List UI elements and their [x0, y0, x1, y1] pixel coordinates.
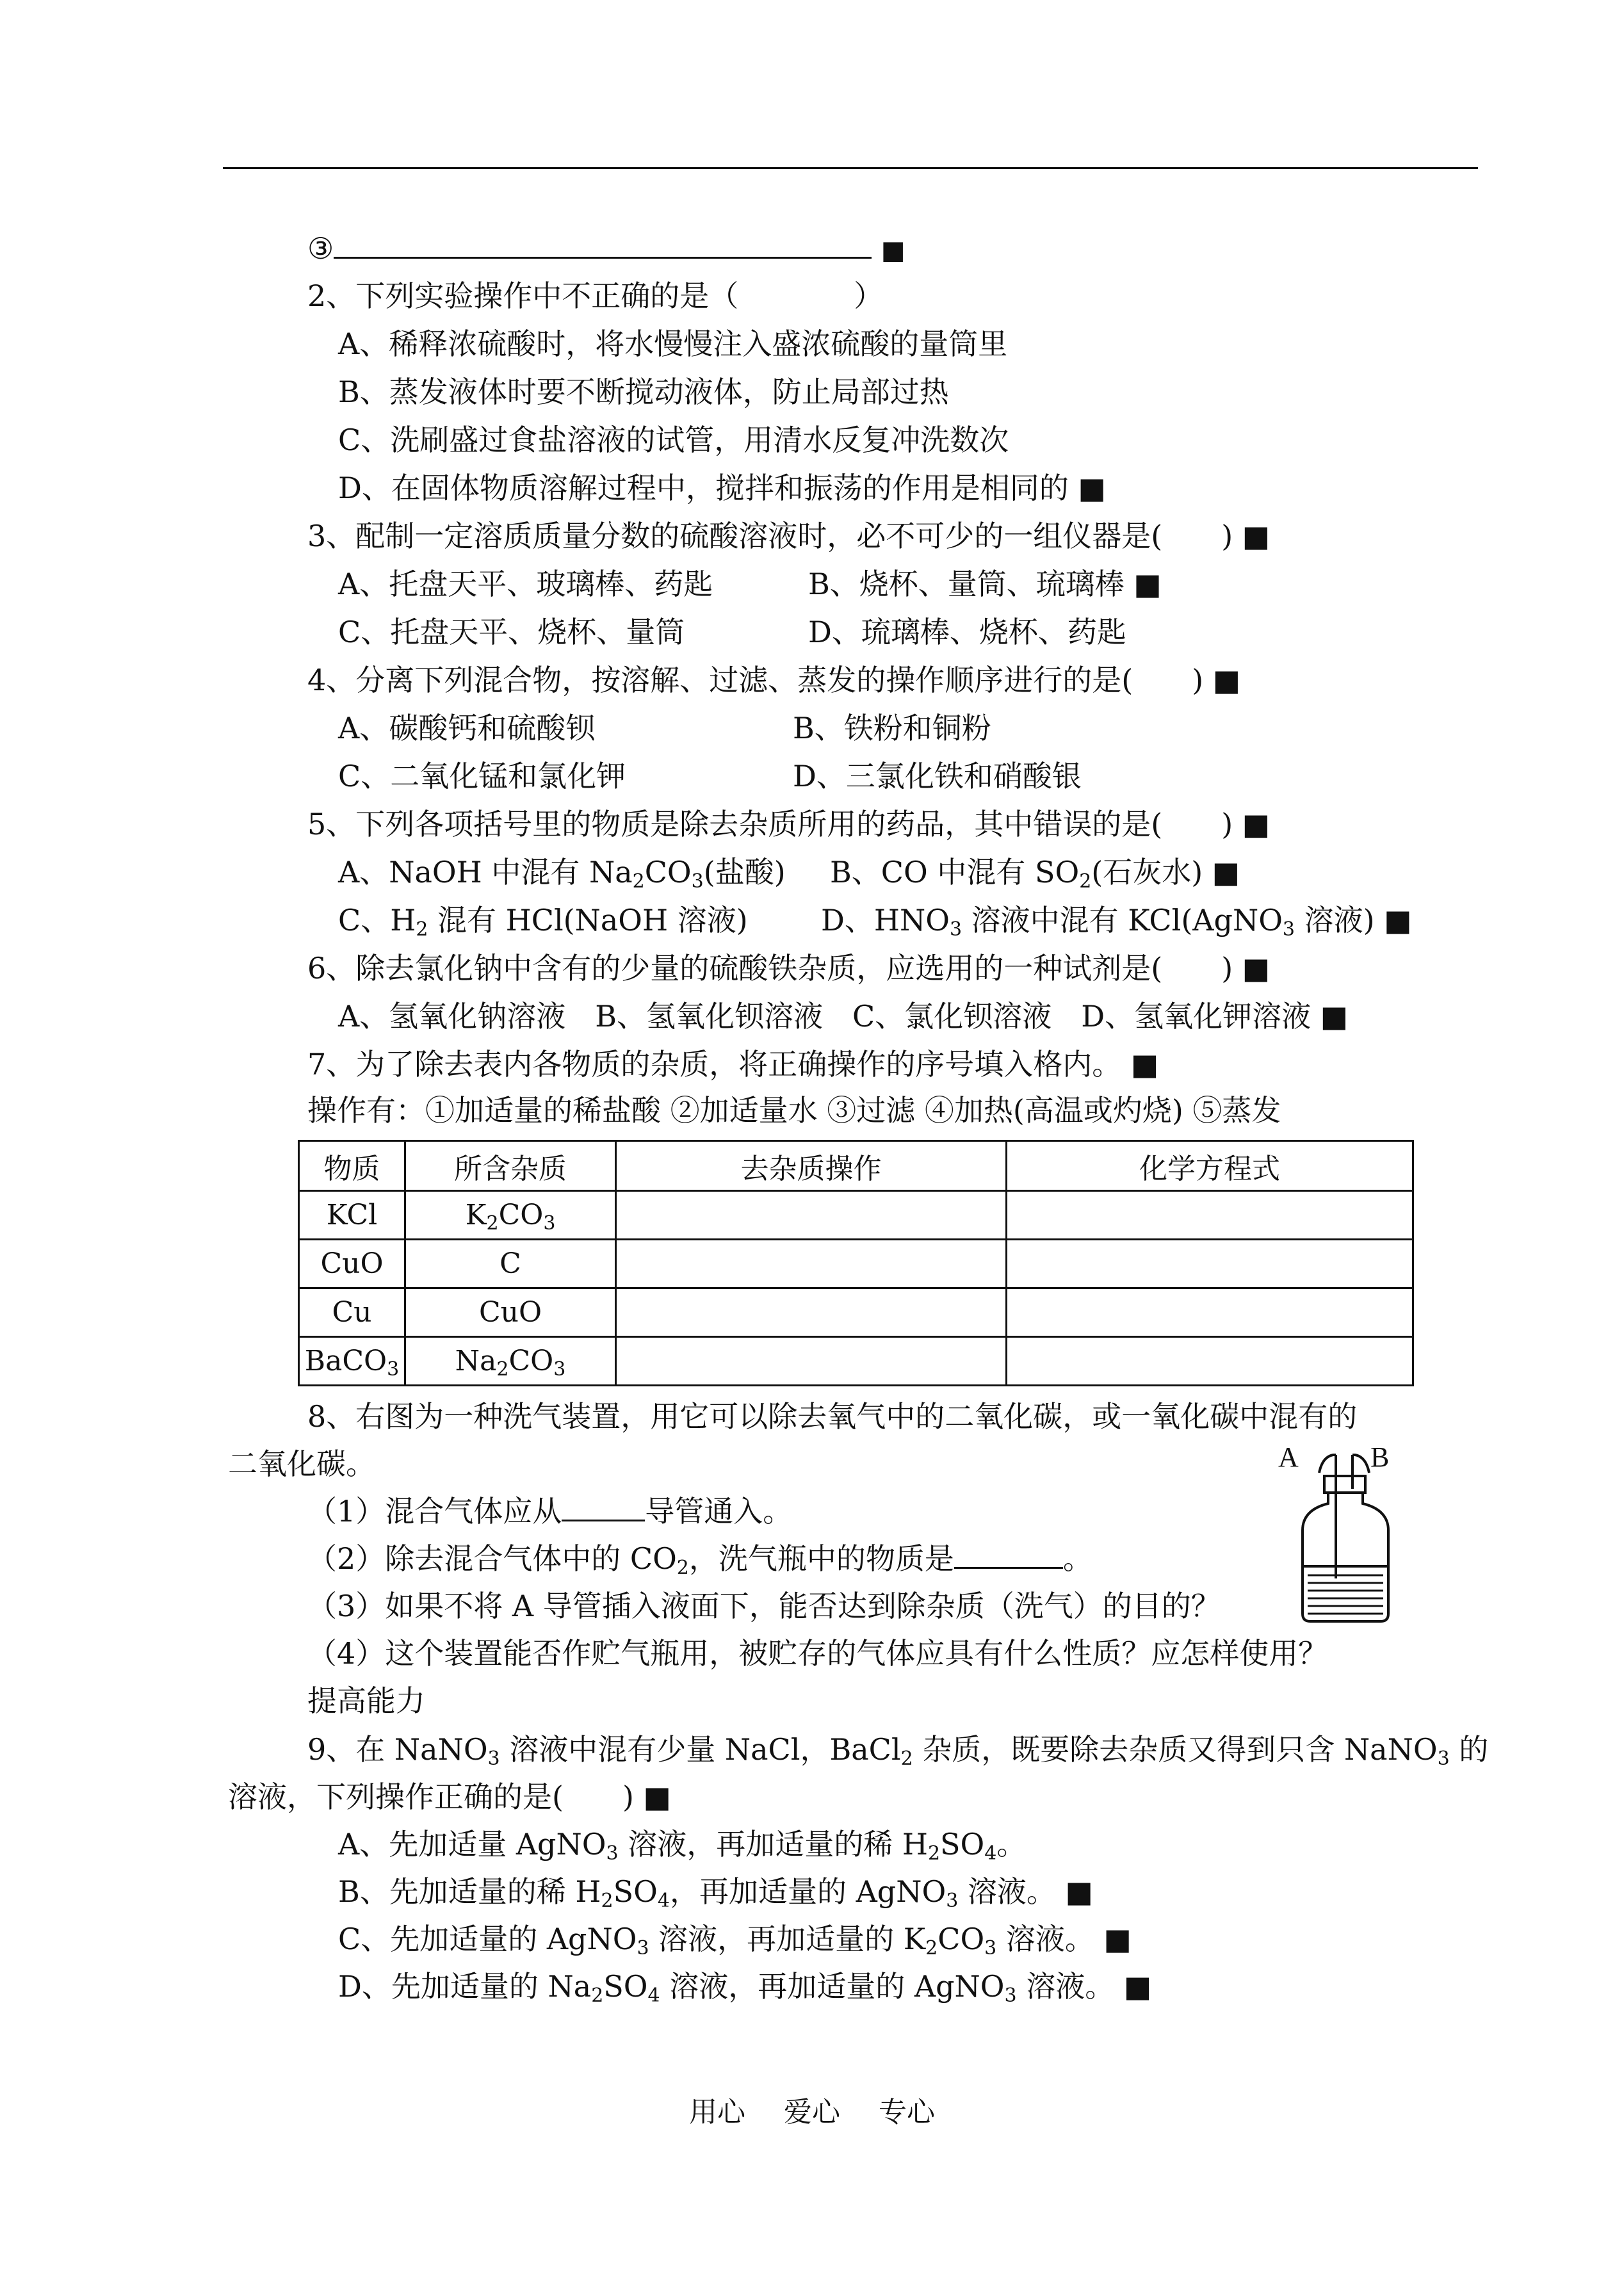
table-row [299, 1337, 1413, 1386]
equation-answer-cell[interactable] [1007, 1240, 1413, 1288]
header-operation: 去杂质操作 [616, 1141, 1007, 1191]
label-b: B [1370, 1441, 1390, 1473]
operation-answer-cell[interactable] [616, 1288, 1007, 1337]
table-row [299, 1191, 1413, 1240]
label-a: A [1278, 1441, 1299, 1473]
q3-option-c: C、托盘天平、烧杯、量筒 [338, 615, 685, 649]
q8-part3: （3）如果不将 A 导管插入液面下，能否达到除杂质（洗气）的目的？ [307, 1589, 1221, 1623]
q2-option-d: D、在固体物质溶解过程中，搅拌和振荡的作用是相同的 ■ [338, 471, 1106, 505]
table-row [299, 1288, 1413, 1337]
q6-options: A、氢氧化钠溶液 B、氢氧化钡溶液 C、氯化钡溶液 D、氢氧化钾溶液 ■ [338, 999, 1349, 1034]
q5-stem: 5、下列各项括号里的物质是除去杂质所用的药品，其中错误的是( ) ■ [307, 807, 1271, 841]
answer-blank[interactable] [954, 1540, 1063, 1569]
q9-option-a: A、先加适量 AgNO$_3$ 溶液，再加适量的稀 $H_2SO_4$。 [338, 1827, 1027, 1865]
page-footer [0, 2089, 1624, 2130]
q9-option-c: C、先加适量的 AgNO$_3$ 溶液，再加适量的 $K_2CO_3$ 溶液。 ■ [338, 1922, 1132, 1959]
q5-option-c: C、$H_2$ 混有 HCl(NaOH 溶液) [338, 903, 748, 941]
impurity-table [298, 1140, 1414, 1386]
substance-cell: BaCO$_3$ [299, 1337, 405, 1386]
square-mark: ■ [881, 236, 905, 265]
table-row [299, 1240, 1413, 1288]
q8-part1: （1）混合气体应从 导管通入。 [307, 1494, 793, 1529]
footer-text: 专心 [879, 2096, 935, 2129]
q4-option-c: C、二氧化锰和氯化钾 [338, 759, 626, 793]
answer-blank[interactable] [334, 230, 872, 259]
q4-stem: 4、分离下列混合物，按溶解、过滤、蒸发的操作顺序进行的是( ) ■ [307, 663, 1241, 697]
header-rule [223, 167, 1478, 169]
q4-option-a: A、碳酸钙和硫酸钡 [338, 711, 596, 745]
bottle-icon [1274, 1441, 1415, 1633]
operation-answer-cell[interactable] [616, 1337, 1007, 1386]
q9-stem-line2: 溶液，下列操作正确的是( ) ■ [228, 1780, 671, 1814]
header-substance: 物质 [299, 1141, 405, 1191]
q9-stem-line1: 9、在 NaNO$_3$ 溶液中混有少量 NaCl，BaCl$_2$ 杂质，既要除去杂质又得到只含 NaNO$_3$ 的 [307, 1732, 1489, 1770]
q2-stem: 2、下列实验操作中不正确的是（ ） [307, 279, 884, 313]
substance-cell: CuO [299, 1240, 405, 1288]
q4-option-d: D、三氯化铁和硝酸银 [793, 759, 1082, 793]
equation-answer-cell[interactable] [1007, 1288, 1413, 1337]
impurity-cell: $Na_2CO_3$ [405, 1337, 616, 1386]
q2-option-a: A、稀释浓硫酸时，将水慢慢注入盛浓硫酸的量筒里 [338, 327, 1008, 361]
substance-cell: Cu [299, 1288, 405, 1337]
impurity-cell: C [405, 1240, 616, 1288]
q8-part2: （2）除去混合气体中的 $CO_2$，洗气瓶中的物质是 。 [307, 1541, 1092, 1579]
q8-part4: （4）这个装置能否作贮气瓶用，被贮存的气体应具有什么性质？应怎样使用？ [307, 1636, 1328, 1671]
answer-blank[interactable] [562, 1493, 645, 1521]
q5-option-b: B、CO 中混有 $SO_2$(石灰水) ■ [830, 855, 1240, 893]
q3-stem: 3、配制一定溶质质量分数的硫酸溶液时，必不可少的一组仪器是( ) ■ [307, 519, 1271, 553]
q8-stem-line1: 8、右图为一种洗气装置，用它可以除去氧气中的二氧化碳，或一氧化碳中混有的 [307, 1399, 1358, 1434]
q3-option-a: A、托盘天平、玻璃棒、药匙 [338, 567, 713, 601]
impurity-cell: CuO [405, 1288, 616, 1337]
q6-stem: 6、除去氯化钠中含有的少量的硫酸铁杂质，应选用的一种试剂是( ) ■ [307, 951, 1271, 985]
q3-option-b: B、烧杯、量筒、琉璃棒 ■ [808, 567, 1162, 601]
footer-text: 爱心 [784, 2096, 840, 2129]
q2-option-c: C、洗刷盛过食盐溶液的试管，用清水反复冲洗数次 [338, 423, 1009, 457]
operation-answer-cell[interactable] [616, 1191, 1007, 1240]
operation-answer-cell[interactable] [616, 1240, 1007, 1288]
q8-stem-line2: 二氧化碳。 [228, 1447, 375, 1481]
q3-option-d: D、琉璃棒、烧杯、药匙 [808, 615, 1126, 649]
q7-stem: 7、为了除去表内各物质的杂质，将正确操作的序号填入格内。 ■ [307, 1047, 1159, 1082]
equation-answer-cell[interactable] [1007, 1337, 1413, 1386]
q5-option-a: A、NaOH 中混有 $Na_2CO_3$(盐酸) [338, 855, 786, 893]
header-equation: 化学方程式 [1007, 1141, 1413, 1191]
q9-option-b: B、先加适量的稀 $H_2SO_4$，再加适量的 AgNO$_3$ 溶液。 ■ [338, 1874, 1094, 1912]
substance-cell: KCl [299, 1191, 405, 1240]
header-impurity: 所含杂质 [405, 1141, 616, 1191]
q1-item3 [307, 229, 905, 270]
q7-operations: 操作有：①加适量的稀盐酸 ②加适量水 ③过滤 ④加热(高温或灼烧) ⑤蒸发 [307, 1093, 1281, 1128]
equation-answer-cell[interactable] [1007, 1191, 1413, 1240]
circled-number: ③ [307, 231, 334, 266]
q2-option-b: B、蒸发液体时要不断搅动液体，防止局部过热 [338, 375, 949, 409]
table-header-row [299, 1141, 1413, 1191]
footer-text: 用心 [689, 2096, 745, 2129]
impurity-cell: $K_2CO_3$ [405, 1191, 616, 1240]
q9-option-d: D、先加适量的 $Na_2SO_4$ 溶液，再加适量的 AgNO$_3$ 溶液。 ■ [338, 1969, 1152, 2007]
q5-option-d: D、$HNO_3$ 溶液中混有 KCl(AgNO$_3$ 溶液) ■ [821, 903, 1412, 941]
section-heading: 提高能力 [307, 1683, 425, 1718]
q4-option-b: B、铁粉和铜粉 [793, 711, 991, 745]
